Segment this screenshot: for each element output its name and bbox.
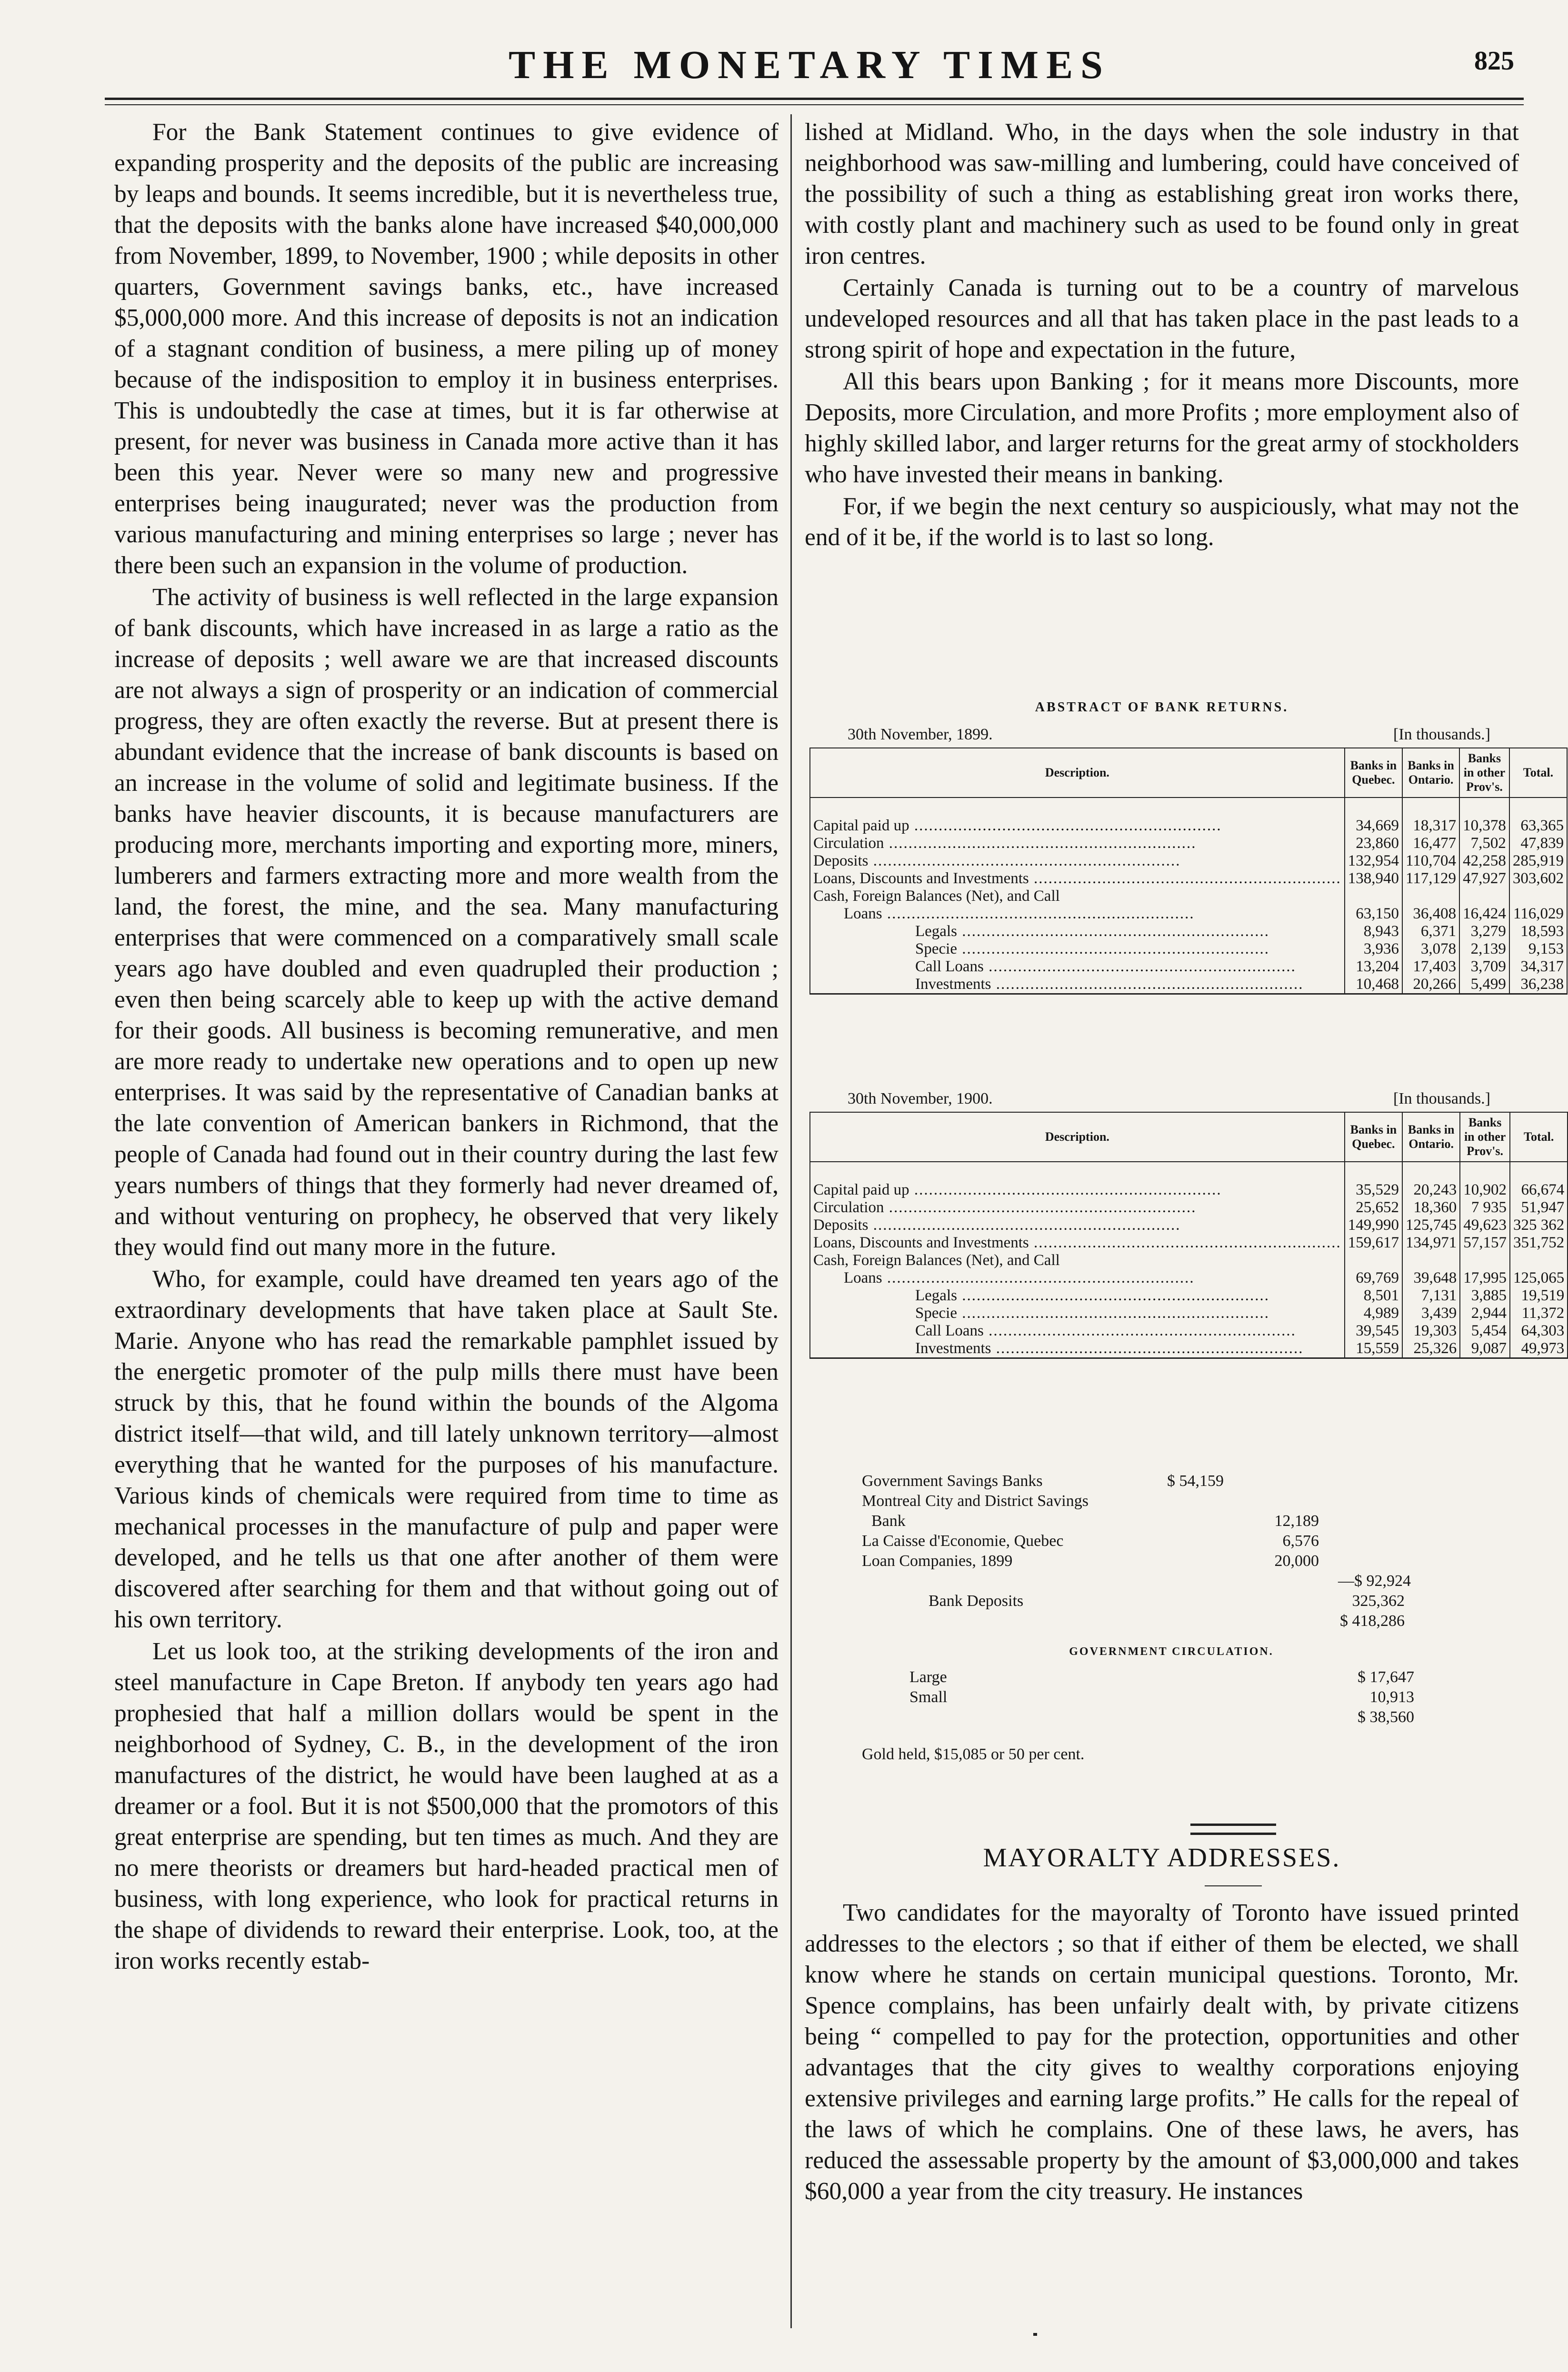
row-label [810,1322,1345,1340]
cell-value: 3,709 [1459,958,1509,976]
table-header-line [809,1083,1519,1112]
cell-value: 25,326 [1402,1340,1460,1358]
cell-value: 4,989 [1345,1305,1402,1322]
print-mark [1033,2333,1037,2336]
summary-line [862,1531,1481,1551]
cell-value: 13,204 [1345,958,1402,976]
cell-value: 125,745 [1402,1216,1460,1234]
circulation-amount: $ 17,647 [1358,1668,1414,1686]
column-header: Banks in other Prov's. [1459,748,1509,797]
cell-value: 39,648 [1402,1269,1460,1287]
column-header: Banks in other Prov's. [1460,1112,1510,1162]
cell-value: 10,378 [1459,797,1509,835]
cell-value: 51,947 [1510,1199,1568,1216]
publication-title: THE MONETARY TIMES [509,43,1110,87]
column-header: Total. [1510,1112,1568,1162]
cell-value: 125,065 [1510,1269,1568,1287]
table-row [810,923,1567,940]
cell-value: 47,839 [1509,835,1567,852]
row-label [810,1216,1345,1234]
cell-value: 15,559 [1345,1340,1402,1358]
summary-amount: $ 54,159 [1167,1472,1224,1490]
row-label-text: Specie [915,940,957,957]
leader-dots [984,958,1296,975]
row-label [810,1234,1345,1252]
cell-value: 63,150 [1345,905,1402,923]
mayoralty-article [805,1897,1519,2207]
cell-value: 63,365 [1509,797,1567,835]
circulation-line [862,1687,1481,1707]
paragraph: Let us look too, at the striking developments of the iron and steel manufacture in Cape Breton. If anybody ten years ago had prophesied that half a million dollars would be spent in the neighborhood of Sydney, C. B., in the development of the iron manufactures of the district, he would have been laughed at as a dreamer or a fool. But it is not $500,000 that the promotors of this great enterprise are spending, but ten times as much. And they are no mere theorists or dreamers but hard-headed practical men of business, with long experience, who look for practical returns in the shape of dividends to reward their enterprise. Look, too, at the iron works recently estab- [114,1638,779,1974]
cell-value: 9,087 [1460,1340,1510,1358]
summary-label: La Caisse d'Economie, Quebec [862,1532,1064,1550]
cell-value: 64,303 [1510,1322,1568,1340]
left-column [114,117,779,1976]
cell-value: 17,995 [1460,1269,1510,1287]
circulation-amount: $ 38,560 [1358,1708,1414,1726]
abstract-title: ABSTRACT OF BANK RETURNS. [1035,700,1289,715]
table-row [810,1252,1568,1269]
cell-value: 5,499 [1459,976,1509,994]
masthead-rule-thin [105,104,1524,105]
table-row [810,1216,1568,1234]
cell-value [1402,887,1459,905]
leader-dots [884,835,1196,852]
paragraph: For the Bank Statement continues to give evidence of expanding prosperity and the deposits of the public are increasing by leaps and bounds. It seems incredible, but it is nevertheless true, that the deposits with the banks alone have increased $40,000,000 from November, 1899, to November, 1900 ; while deposits in other quarters, Government savings banks, etc., have increased $5,000,000 more. And this increase of deposits is not an indication of a stagnant condition of business, a mere piling up of money because of the indisposition to employ it in business enterprises. This is undoubtedly the case at times, but it is far otherwise at present, for never was business in Canada more active than it has been this year. Never were so many new and progressive enterprises being inaugurated; never was the production from various manufacturing and mining enterprises so large ; never has there been such an expansion in the volume of production. [114,119,779,579]
row-label-text: Legals [915,1287,957,1304]
leader-dots [869,1216,1181,1234]
cell-value: 18,360 [1402,1199,1460,1216]
row-label [810,887,1345,905]
cell-value: 6,371 [1402,923,1459,940]
summary-line [862,1551,1481,1571]
leader-dots [1029,1234,1341,1251]
row-label-text: Investments [915,1340,991,1357]
column-header: Banks in Quebec. [1345,1112,1402,1162]
summary-line [862,1511,1481,1531]
row-label [810,940,1345,958]
column-header: Banks in Quebec. [1345,748,1402,797]
cell-value: 19,519 [1510,1287,1568,1305]
cell-value: 10,902 [1460,1162,1510,1199]
table-date: 30th November, 1900. [848,1090,993,1107]
summary-amount: 12,189 [1274,1512,1319,1530]
row-label-text: Call Loans [915,958,984,975]
cell-value: 69,769 [1345,1269,1402,1287]
row-label-text: Circulation [813,835,884,852]
table-header-line [809,719,1519,747]
table-row [810,870,1567,887]
summary-line [862,1491,1481,1511]
paragraph: lished at Midland. Who, in the days when the sole industry in that neighborhood was saw-milling and lumbering, could have conceived of the possibility of such a thing as establishing great iron works there, with costly plant and machinery such as used to be found only in great iron centres. [805,119,1519,269]
right-column-top [805,117,1519,553]
summary-label: Bank Deposits [929,1592,1024,1610]
cell-value: 8,943 [1345,923,1402,940]
summary-line [862,1571,1481,1591]
cell-value: 34,317 [1509,958,1567,976]
table-row [810,797,1567,835]
column-header: Banks in Ontario. [1402,748,1459,797]
section-title: MAYORALTY ADDRESSES. [983,1843,1341,1873]
row-label [810,1340,1345,1358]
page-number: 825 [1474,46,1514,76]
cell-value [1345,887,1402,905]
table-row [810,905,1567,923]
row-label-text: Call Loans [915,1322,984,1339]
cell-value: 39,545 [1345,1322,1402,1340]
bank-table-1899 [809,719,1564,995]
summary-line [862,1611,1481,1631]
row-label-text: Loans [844,1269,882,1286]
circulation-line [862,1667,1481,1687]
summary-total: 325,362 [1352,1592,1405,1610]
cell-value: 18,317 [1402,797,1459,835]
deposits-summary [862,1471,1481,1764]
cell-value: 2,139 [1459,940,1509,958]
cell-value: 34,669 [1345,797,1402,835]
summary-amount: 20,000 [1274,1552,1319,1570]
summary-line [862,1471,1481,1491]
column-header: Description. [810,1112,1345,1162]
row-label-text: Cash, Foreign Balances (Net), and Call [813,887,1060,905]
cell-value: 25,652 [1345,1199,1402,1216]
table-row [810,958,1567,976]
cell-value: 47,927 [1459,870,1509,887]
row-label-text: Deposits [813,852,869,869]
cell-value: 7,502 [1459,835,1509,852]
column-header: Total. [1509,748,1567,797]
row-label [810,1269,1345,1287]
cell-value: 303,602 [1509,870,1567,887]
cell-value: 116,029 [1509,905,1567,923]
row-label-text: Capital paid up [813,817,909,834]
cell-value: 3,078 [1402,940,1459,958]
leader-dots [884,1199,1196,1216]
row-label-text: Circulation [813,1199,884,1216]
row-label-text: Capital paid up [813,1181,909,1198]
table-row [810,835,1567,852]
row-label [810,923,1345,940]
cell-value: 117,129 [1402,870,1459,887]
row-label [810,958,1345,976]
row-label [810,835,1345,852]
table-unit: [In thousands.] [1393,1090,1490,1107]
cell-value: 17,403 [1402,958,1459,976]
paragraph: The activity of business is well reflected in the large expansion of bank discounts, which have increased in as large a ratio as the increase of deposits ; well aware we are that increased discounts are not always a sign of prosperity or an indication of commercial progress, they are often exactly the reverse. But at present there is abundant evidence that the increase of bank discounts is based on an increase in the volume of solid and legitimate business. If the banks have heavier discounts, it is because manufacturers are producing more, merchants importing and exporting more, miners, lumberers and farmers extracting more and more wealth from the land, the forest, the mine, and the sea. Many manufacturing enterprises that were commenced on a comparatively small scale years ago have doubled and even quadrupled their production ; even then being scarcely able to keep up with the active demand for their goods. All business is becoming remunerative, and men are more ready to undertake new operations and to open up new enterprises. It was said by the representative of Canadian banks at the late convention of American bankers in Richmond, that the people of Canada had found out in their country during the last few years numbers of things that they formerly had never dreamed of, and without venturing on prophecy, he observed that very likely they would find out many more in the future. [114,584,779,1261]
paragraph: Two candidates for the mayoralty of Toronto have issued printed addresses to the electors ; so that if either of them be elected, we shall know where he stands on certain municipal questions. Toronto, Mr. Spence complains, has been unfairly dealt with, by private citizens being “ compelled to pay for the protection, opportunities and other advantages that the city gives to wealthy corporations enjoying extensive privileges and earning large profits.” He calls for the repeal of the laws of which he complains. One of these laws, he avers, has reduced the assessable property by the amount of $3,000,000 and takes $60,000 a year from the city treasury. He instances [805,1899,1519,2205]
cell-value: 149,990 [1345,1216,1402,1234]
summary-total: $ 418,286 [1340,1612,1405,1630]
cell-value: 138,940 [1345,870,1402,887]
summary-total: —$ 92,924 [1338,1572,1411,1590]
cell-value: 16,424 [1459,905,1509,923]
row-label-text: Cash, Foreign Balances (Net), and Call [813,1252,1060,1269]
cell-value: 159,617 [1345,1234,1402,1252]
paragraph: For, if we begin the next century so auspiciously, what may not the end of it be, if the world is to last so long. [805,493,1519,551]
leader-dots [957,923,1269,940]
leader-dots [957,940,1269,957]
cell-value: 42,258 [1459,852,1509,870]
column-divider [790,114,792,2328]
section-rule [1190,1824,1276,1835]
row-label-text: Legals [915,923,957,940]
cell-value: 20,266 [1402,976,1459,994]
cell-value: 49,973 [1510,1340,1568,1358]
summary-label: Montreal City and District Savings [862,1492,1089,1510]
cell-value [1459,887,1509,905]
leader-dots [991,1340,1303,1357]
table-row [810,852,1567,870]
table-row [810,976,1567,994]
cell-value: 23,860 [1345,835,1402,852]
cell-value: 7 935 [1460,1199,1510,1216]
summary-amount: 6,576 [1282,1532,1319,1550]
cell-value [1402,1252,1460,1269]
circulation-label: Small [909,1688,948,1706]
circulation-amount: 10,913 [1369,1688,1414,1706]
leader-dots [984,1322,1296,1339]
cell-value: 8,501 [1345,1287,1402,1305]
cell-value: 66,674 [1510,1162,1568,1199]
paragraph: Certainly Canada is turning out to be a country of marvelous undeveloped resources and all that has taken place in the past leads to a strong spirit of hope and expectation in the future, [805,274,1519,363]
cell-value: 110,704 [1402,852,1459,870]
leader-dots [882,1269,1195,1286]
table-row [810,887,1567,905]
row-label [810,1162,1345,1199]
cell-value [1509,887,1567,905]
row-label [810,1252,1345,1269]
table-row [810,1305,1568,1322]
cell-value: 16,477 [1402,835,1459,852]
summary-label: Bank [871,1512,906,1530]
row-label [810,797,1345,835]
table-unit: [In thousands.] [1393,726,1490,743]
title-underline [1205,1885,1262,1886]
table-row [810,1269,1568,1287]
table-row [810,1322,1568,1340]
cell-value: 18,593 [1509,923,1567,940]
cell-value: 3,885 [1460,1287,1510,1305]
masthead-rule [105,98,1524,100]
cell-value: 35,529 [1345,1162,1402,1199]
leader-dots [909,1181,1222,1198]
cell-value: 2,944 [1460,1305,1510,1322]
government-circulation-title: GOVERNMENT CIRCULATION. [1069,1645,1274,1658]
leader-dots [1029,870,1341,887]
paragraph: Who, for example, could have dreamed ten years ago of the extraordinary developments that have taken place at Sault Ste. Marie. Anyone who has read the remarkable pamphlet issued by the energetic promoter of the pulp mills there must have been struck by this, that he found within the bounds of the Algoma district itself—that wild, and till lately unknown territory—almost everything that he wanted for the purposes of his manufacture. Various kinds of chemicals were required from time to time as mechanical processes in the manufacture of pulp and paper were developed, and he tells us that one after another of them were discovered after searching for them and that without going out of his own territory. [114,1266,779,1633]
table-row [810,1162,1568,1199]
column-header: Description. [810,748,1345,797]
row-label [810,976,1345,994]
table-row [810,1340,1568,1358]
cell-value: 351,752 [1510,1234,1568,1252]
cell-value: 36,238 [1509,976,1567,994]
cell-value: 3,936 [1345,940,1402,958]
cell-value: 20,243 [1402,1162,1460,1199]
leader-dots [957,1287,1269,1304]
cell-value: 36,408 [1402,905,1459,923]
circulation-label: Large [909,1668,947,1686]
cell-value: 7,131 [1402,1287,1460,1305]
circulation-line [862,1707,1481,1727]
table-date: 30th November, 1899. [848,726,993,743]
summary-label: Government Savings Banks [862,1472,1043,1490]
leader-dots [909,817,1222,834]
table-row [810,1234,1568,1252]
row-label [810,870,1345,887]
cell-value: 3,439 [1402,1305,1460,1322]
cell-value: 10,468 [1345,976,1402,994]
row-label [810,1287,1345,1305]
table-row [810,1287,1568,1305]
cell-value [1510,1252,1568,1269]
row-label-text: Specie [915,1305,957,1322]
cell-value: 9,153 [1509,940,1567,958]
table-row [810,940,1567,958]
table-row [810,1199,1568,1216]
row-label-text: Deposits [813,1216,869,1234]
row-label [810,852,1345,870]
leader-dots [991,976,1303,993]
masthead [95,37,1524,90]
cell-value: 285,919 [1509,852,1567,870]
column-header: Banks in Ontario. [1402,1112,1460,1162]
leader-dots [882,905,1195,922]
bank-returns-table [809,747,1568,995]
row-label-text: Loans [844,905,882,922]
bank-table-1900 [809,1083,1565,1359]
cell-value: 134,971 [1402,1234,1460,1252]
row-label [810,1199,1345,1216]
summary-line [862,1591,1481,1611]
row-label [810,905,1345,923]
cell-value: 325 362 [1510,1216,1568,1234]
row-label-text: Loans, Discounts and Investments [813,870,1029,887]
row-label-text: Loans, Discounts and Investments [813,1234,1029,1251]
leader-dots [869,852,1181,869]
cell-value: 11,372 [1510,1305,1568,1322]
summary-label: Loan Companies, 1899 [862,1552,1013,1570]
cell-value: 3,279 [1459,923,1509,940]
leader-dots [957,1305,1269,1322]
cell-value: 5,454 [1460,1322,1510,1340]
row-label-text: Investments [915,976,991,993]
cell-value [1460,1252,1510,1269]
cell-value: 57,157 [1460,1234,1510,1252]
row-label [810,1305,1345,1322]
paragraph: All this bears upon Banking ; for it means more Discounts, more Deposits, more Circulation, and more Profits ; more employment also of highly skilled labor, and larger returns for the great army of stockholders who have invested their means in banking. [805,368,1519,488]
bank-returns-table [809,1112,1568,1359]
cell-value: 132,954 [1345,852,1402,870]
cell-value [1345,1252,1402,1269]
gold-held: Gold held, $15,085 or 50 per cent. [862,1745,1085,1763]
cell-value: 49,623 [1460,1216,1510,1234]
cell-value: 19,303 [1402,1322,1460,1340]
